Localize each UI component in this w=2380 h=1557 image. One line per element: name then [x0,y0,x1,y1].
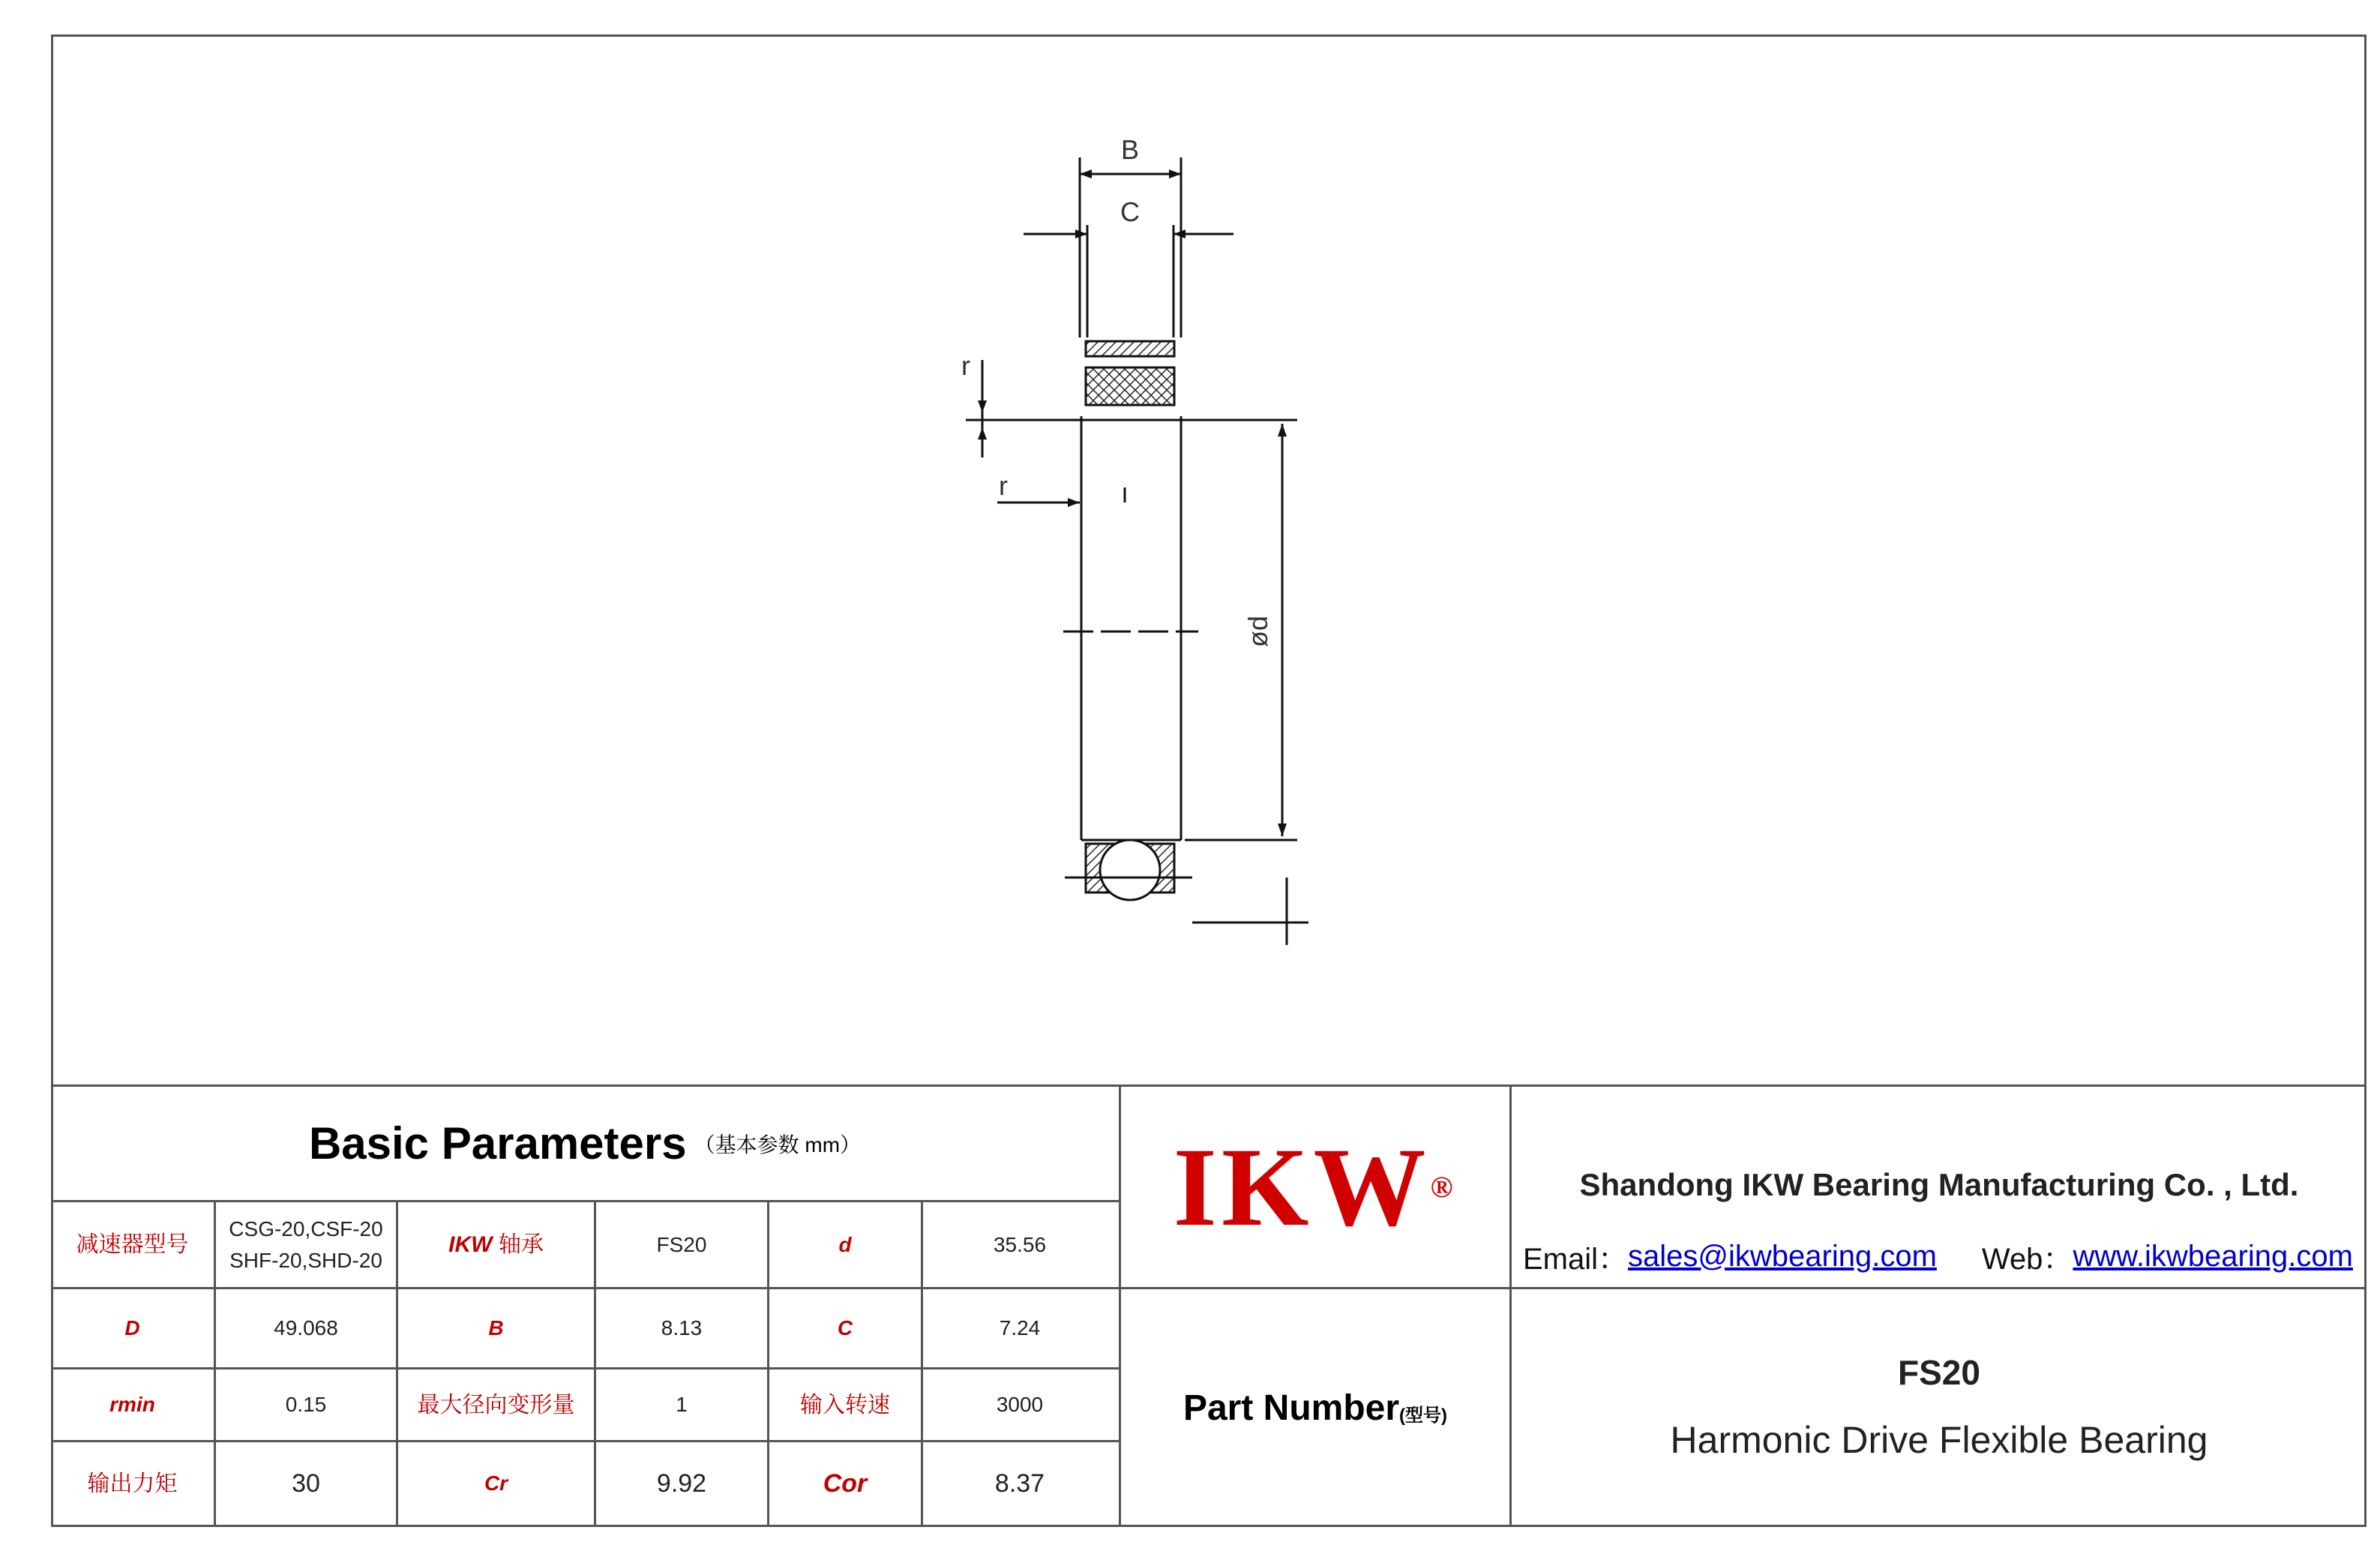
part-name-text: Harmonic Drive Flexible Bearing [1670,1419,2208,1461]
web-link[interactable]: www.ikwbearing.com [2073,1239,2353,1273]
basic-table-cell [51,1370,214,1440]
param-label: 最大径向变形量 [417,1392,575,1418]
param-label: IKW 轴承 [448,1232,544,1257]
basic-table-cell [769,1442,921,1525]
dim-label-c: C [1120,196,1140,227]
param-value: 7.24 [999,1316,1041,1340]
part-number-label-sub: (型号) [1399,1406,1448,1426]
param-value: 8.37 [994,1468,1045,1498]
part-number-label [1121,1289,1509,1527]
param-value: 0.15 [285,1393,327,1416]
basic-table-cell [923,1370,1117,1440]
basic-table-cell [51,1289,214,1367]
ikw-logo-text: IKW [1173,1124,1431,1250]
part-name [1512,1406,2367,1474]
param-value: FS20 [656,1232,707,1256]
param-label: Cr [484,1472,508,1495]
param-value: 3000 [996,1393,1044,1416]
param-label: rmin [109,1393,155,1416]
basic-table-cell [596,1202,767,1287]
basic-table-cell [398,1442,594,1525]
brand-logo [1121,1087,1509,1287]
basic-table-cell [216,1370,396,1440]
basic-table-cell [51,1202,214,1287]
param-label: B [488,1316,504,1340]
basic-table-cell [596,1289,767,1367]
basic-parameters-title [51,1087,1119,1200]
email-label: Email： [1523,1242,1629,1276]
basic-table-cell [398,1370,594,1440]
param-label: d [838,1232,852,1256]
basic-table-cell [769,1370,921,1440]
param-value: 1 [676,1393,688,1416]
param-label: 输出力矩 [87,1471,178,1496]
company-name-text: Shandong IKW Bearing Manufacturing Co. , Ltd. [1579,1167,2299,1202]
basic-table-cell [769,1202,921,1287]
web-label: Web： [1981,1242,2073,1276]
param-value: 8.13 [661,1316,703,1340]
basic-table-cell [923,1202,1117,1287]
param-label: C [837,1316,853,1340]
basic-table-cell [769,1289,921,1367]
basic-table-cell [923,1442,1117,1525]
param-value: 49.068 [274,1316,338,1340]
param-value: 30 [292,1468,320,1498]
param-value: CSG-20,CSF-20 SHF-20,SHD-20 [229,1216,383,1272]
email-link[interactable]: sales@ikwbearing.com [1628,1239,1937,1273]
dim-label-r-top: r [961,350,970,381]
basic-subtitle-text: （基本参数 mm） [694,1132,862,1156]
dim-label-bore: ød [1242,615,1273,648]
basic-table-cell [596,1442,767,1525]
param-label: D [124,1316,140,1340]
param-label: Cor [823,1468,868,1498]
basic-table-cell [596,1370,767,1440]
basic-title-text: Basic Parameters [308,1118,687,1168]
company-name [1512,1148,2367,1222]
param-value: 35.56 [993,1232,1047,1256]
param-label: 减速器型号 [76,1232,189,1257]
basic-table-cell [398,1289,594,1367]
basic-table-cell [216,1442,396,1525]
basic-table-cell [216,1202,396,1287]
param-label: 输入转速 [800,1392,890,1418]
dim-label-b: B [1120,134,1140,165]
bearing-section-drawing [862,128,1387,982]
dim-label-r-side: r [999,470,1008,501]
part-code-text: FS20 [1898,1353,1980,1392]
part-number-label-text: Part Number [1183,1388,1400,1428]
basic-table-cell [398,1202,594,1287]
basic-table-cell [216,1289,396,1367]
registered-mark-icon: ® [1430,1170,1458,1204]
basic-table-cell [923,1289,1117,1367]
param-value: 9.92 [656,1468,707,1498]
part-code [1512,1342,2367,1402]
basic-table-cell [51,1442,214,1525]
contact-line [1512,1230,2367,1282]
